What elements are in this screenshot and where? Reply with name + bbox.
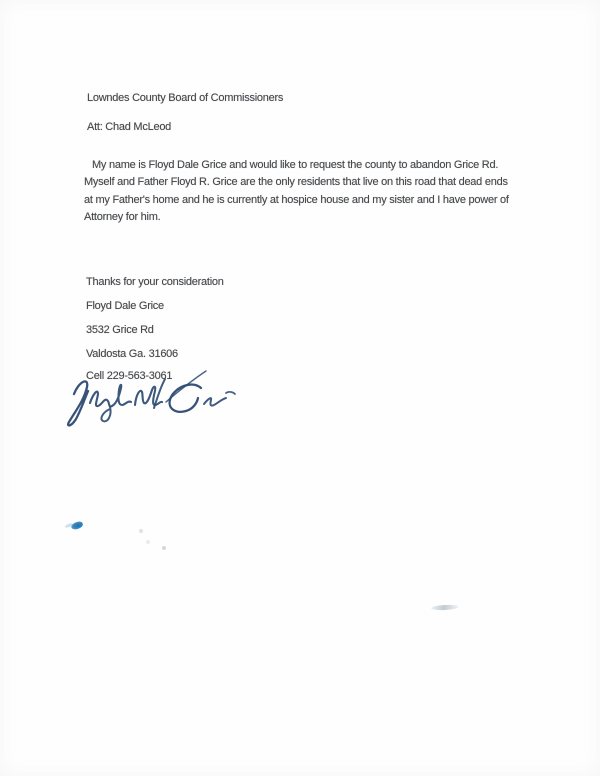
attention-line: Att: Chad McLeod [87, 121, 172, 133]
body-line-4: Attorney for him. [84, 211, 161, 223]
body-line-1: My name is Floyd Dale Grice and would like to request the county to abandon Grice Rd. [92, 159, 499, 171]
blue-ink-smudge [70, 521, 83, 531]
scan-speck [162, 546, 166, 550]
scan-speck [139, 529, 143, 533]
signature-block-city: Valdosta Ga. 31606 [86, 348, 178, 360]
scan-speck [146, 540, 150, 544]
gray-ink-streak [431, 604, 459, 610]
recipient-line: Lowndes County Board of Commissioners [87, 92, 284, 104]
signature-block-name: Floyd Dale Grice [86, 300, 164, 312]
body-line-2: Myself and Father Floyd R. Grice are the only residents that live on this road that dead ends [84, 176, 508, 188]
body-line-3: at my Father's home and he is currently at hospice house and my sister and I have power of [84, 194, 509, 206]
closing-line: Thanks for your consideration [86, 276, 224, 288]
signature-block-phone: Cell 229-563-3061 [86, 370, 173, 382]
signature-block-address: 3532 Grice Rd [86, 324, 154, 336]
handwritten-signature [58, 364, 243, 432]
